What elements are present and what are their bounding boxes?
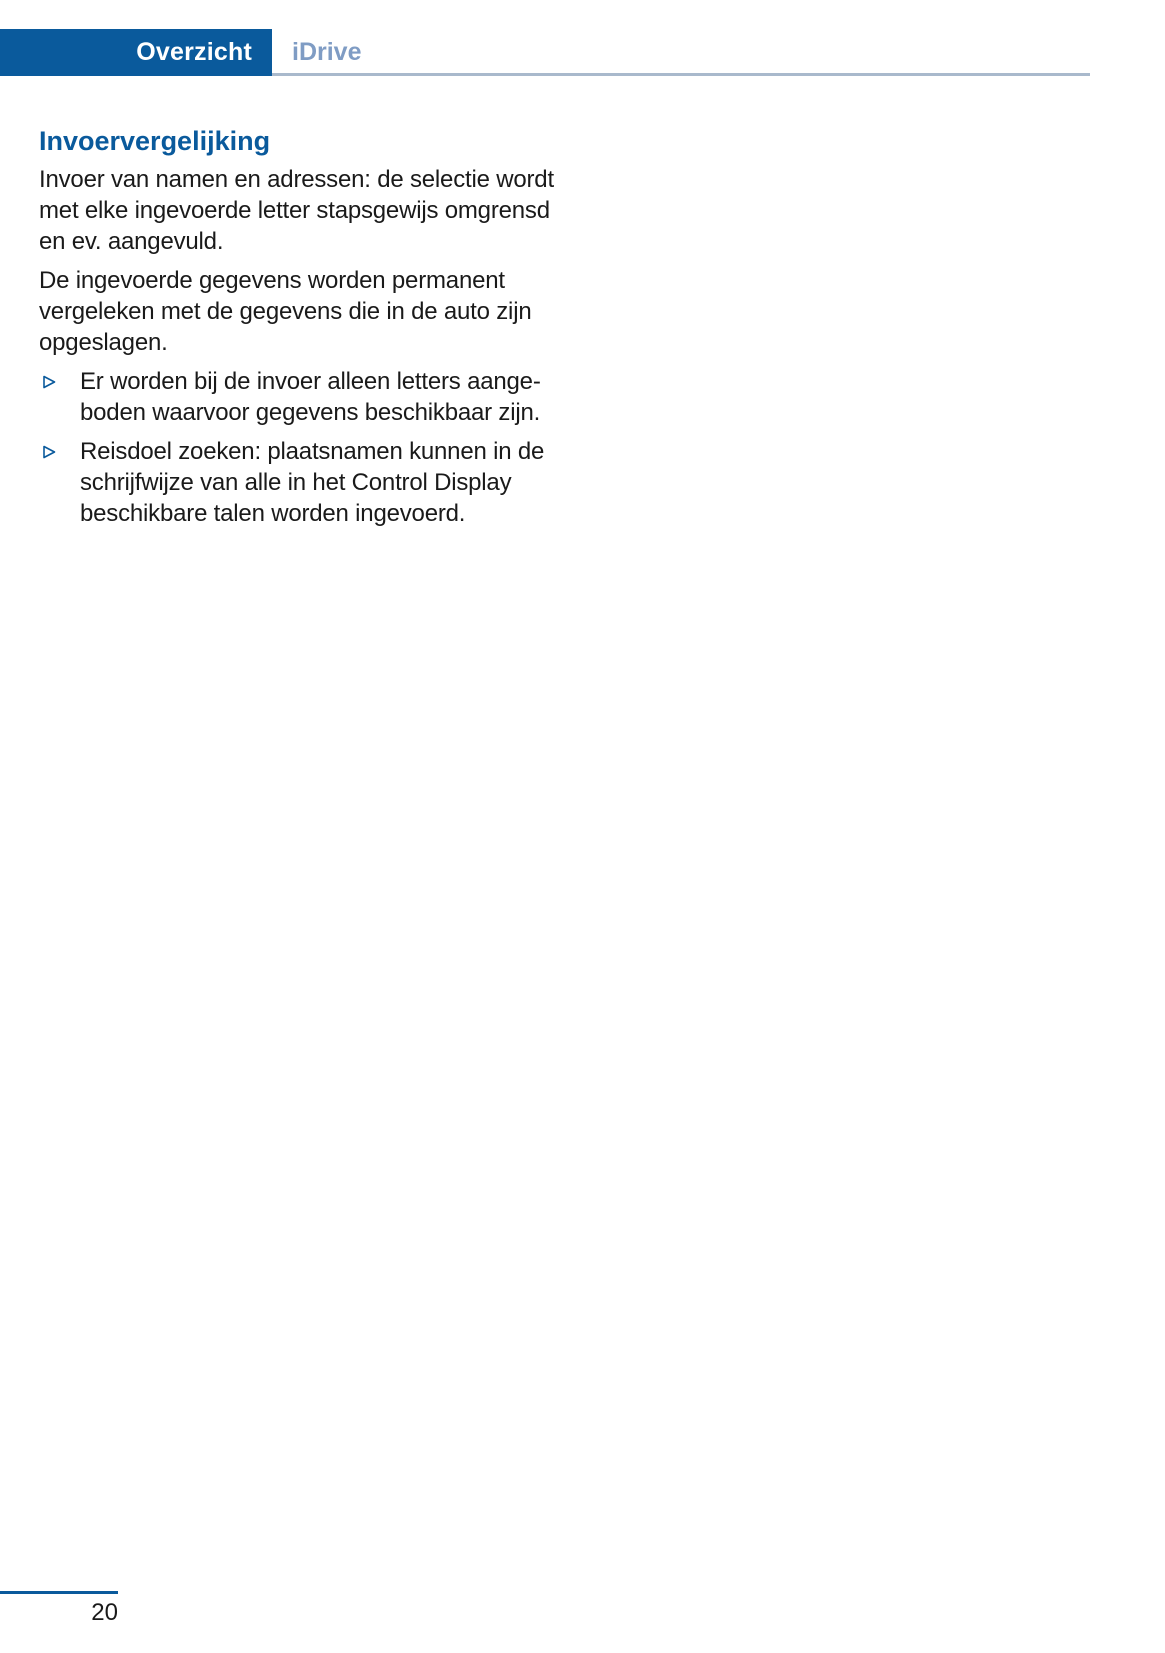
section-label: Overzicht [136, 38, 252, 66]
page-number: 20 [91, 1599, 118, 1626]
paragraph: De ingevoerde gegevens worden permanent vergeleken met de gegevens die in de auto zijn opgeslagen. [39, 267, 532, 356]
triangle-right-outline-icon [42, 375, 56, 389]
main-content [39, 124, 559, 537]
chapter-label: iDrive [292, 38, 362, 66]
list-item-text: Er worden bij de invoer alleen letters aangeboden waarvoor gegevens beschikbaar zijn. [80, 368, 541, 426]
page-header [0, 29, 1090, 76]
footer-divider [0, 1591, 118, 1594]
paragraph: Invoer van namen en adressen: de selectie wordt met elke ingevoerde letter stapsgewijs omgrensd en ev. aangevuld. [39, 166, 554, 255]
triangle-right-outline-icon [42, 445, 56, 459]
list-item-text: Reisdoel zoeken: plaatsnamen kunnen in de schrijfwijze van alle in het Control Display beschikbare talen worden ingevoerd. [80, 438, 545, 527]
list-item [39, 436, 559, 529]
bullet-list [39, 366, 559, 529]
list-item [39, 366, 559, 428]
section-heading: Invoervergelijking [39, 126, 271, 156]
chapter-tab [292, 29, 361, 76]
section-tab [0, 29, 272, 76]
header-divider [272, 73, 1090, 76]
